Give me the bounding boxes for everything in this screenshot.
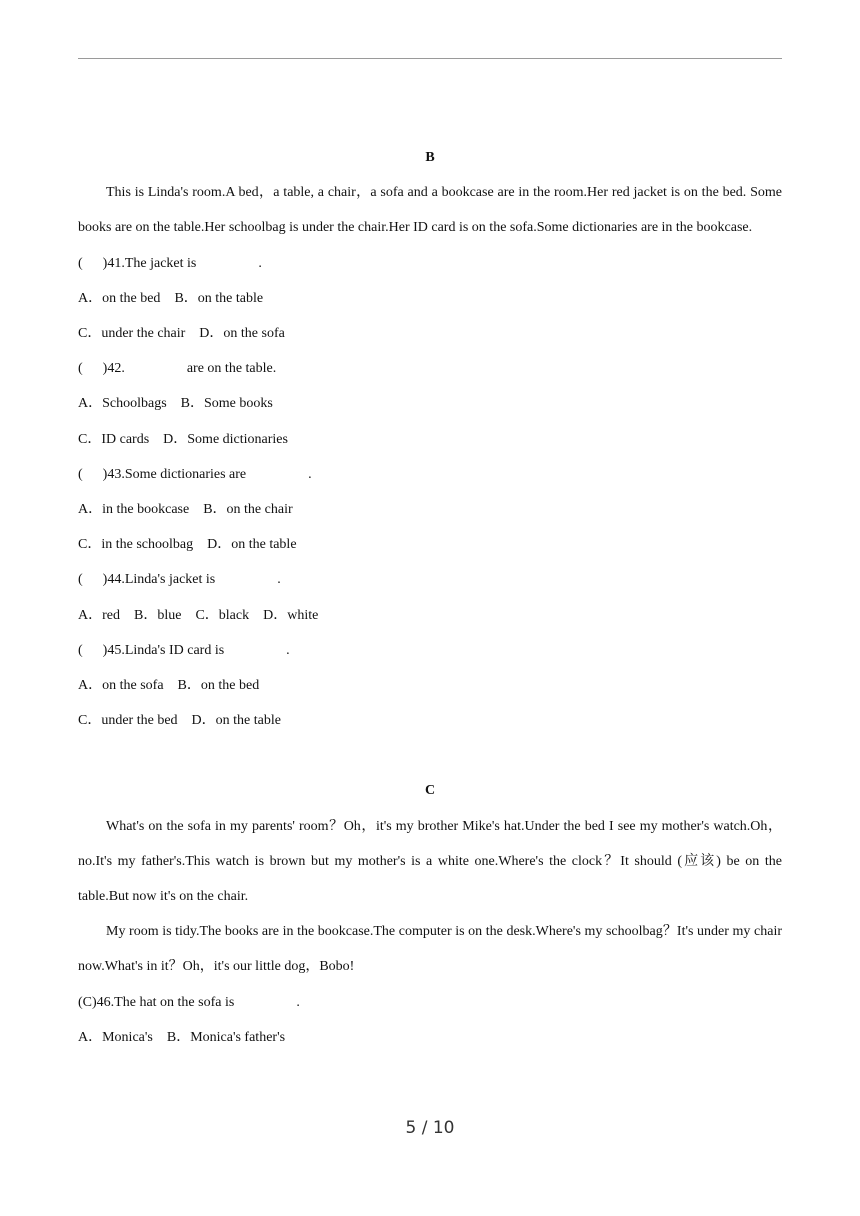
answer-bracket-open: ( — [78, 642, 83, 658]
answer-option: C．in the schoolbag — [78, 537, 194, 553]
answer-option: D．on the table — [207, 537, 297, 553]
option-row — [78, 703, 782, 738]
option-row — [78, 281, 782, 316]
answer-bracket-open: ( — [78, 572, 83, 588]
option-row — [78, 1020, 782, 1055]
answer-option: C．under the bed — [78, 713, 178, 729]
answer-option: C．black — [195, 607, 250, 623]
answer-option: A．on the bed — [78, 290, 161, 306]
answer-option: D．on the sofa — [199, 326, 285, 342]
question-stem — [78, 633, 782, 668]
option-row — [78, 492, 782, 527]
question-text: 46.The hat on the sofa is — [96, 994, 235, 1010]
option-row — [78, 316, 782, 351]
page-total: 10 — [432, 1118, 455, 1138]
section-title: C — [424, 783, 436, 799]
answer-bracket-open: ( — [78, 466, 83, 482]
option-row — [78, 386, 782, 421]
question-stem — [78, 246, 782, 281]
question-stem — [78, 457, 782, 492]
page-content — [78, 140, 782, 1055]
page-separator: / — [421, 1118, 428, 1138]
answer-bracket-open: ( — [78, 255, 83, 271]
answer-option: D．Some dictionaries — [163, 431, 288, 447]
section-gap — [78, 738, 782, 773]
question-stem — [78, 985, 782, 1020]
question-text: )41.The jacket is — [102, 255, 197, 271]
passage-paragraph: This is Linda's room.A bed，a table, a chair，a sofa and a bookcase are in the room.Her red jacket is on the bed. Some books are on the table.Her schoolbag is under the chair.Her ID card is on the sofa.Some dictionaries are in the bookcase. — [78, 185, 782, 236]
question-text-end: . — [308, 466, 312, 482]
question-stem — [78, 351, 782, 386]
header-rule — [78, 58, 782, 59]
answer-bracket-open: ( — [78, 361, 83, 377]
answer-option: D．on the table — [191, 713, 281, 729]
answer-option: B．on the table — [174, 290, 264, 306]
answer-option: B．blue — [134, 607, 182, 623]
question-text-end: . — [286, 642, 290, 658]
answer-option: C．ID cards — [78, 431, 150, 447]
answer-option: B．on the chair — [203, 502, 293, 518]
question-text-end: . — [258, 255, 262, 271]
question-text: )45.Linda's ID card is — [102, 642, 225, 658]
option-row — [78, 598, 782, 633]
question-text: )42. — [102, 361, 125, 377]
answer-option: A．in the bookcase — [78, 502, 190, 518]
answer-option: C．under the chair — [78, 326, 186, 342]
passage-paragraph: What's on the sofa in my parents' room？Oh，it's my brother Mike's hat.Under the bed I see my mother's watch.Oh，no.It's my father's.This watch is brown but my mother's is a white one.Where's the clock？It should (应该) be on the table.But now it's on the chair. — [78, 818, 782, 905]
answer-option: A．red — [78, 607, 120, 623]
option-row — [78, 668, 782, 703]
answer-bracket-open: (C) — [78, 994, 97, 1010]
question-stem — [78, 562, 782, 597]
answer-option: A．Monica's — [78, 1029, 153, 1045]
page-current: 5 — [405, 1118, 417, 1138]
answer-option: D．white — [263, 607, 319, 623]
answer-option: B．Monica's father's — [166, 1029, 286, 1045]
question-text-end: . — [277, 572, 281, 588]
answer-option: B．on the bed — [177, 678, 260, 694]
section-title: B — [425, 150, 435, 165]
option-row — [78, 527, 782, 562]
answer-option: A．on the sofa — [78, 678, 164, 694]
question-text: )43.Some dictionaries are — [102, 466, 247, 482]
question-text-end: . — [296, 994, 300, 1010]
page-number — [0, 1118, 860, 1138]
passage-paragraph: My room is tidy.The books are in the bookcase.The computer is on the desk.Where's my schoolbag？It's under my chair now.What's in it？Oh，it's our little dog，Bobo! — [78, 924, 782, 975]
option-row — [78, 422, 782, 457]
question-text-end: are on the table. — [186, 361, 277, 377]
answer-option: A．Schoolbags — [78, 396, 167, 412]
question-text: )44.Linda's jacket is — [102, 572, 216, 588]
answer-option: B．Some books — [180, 396, 273, 412]
